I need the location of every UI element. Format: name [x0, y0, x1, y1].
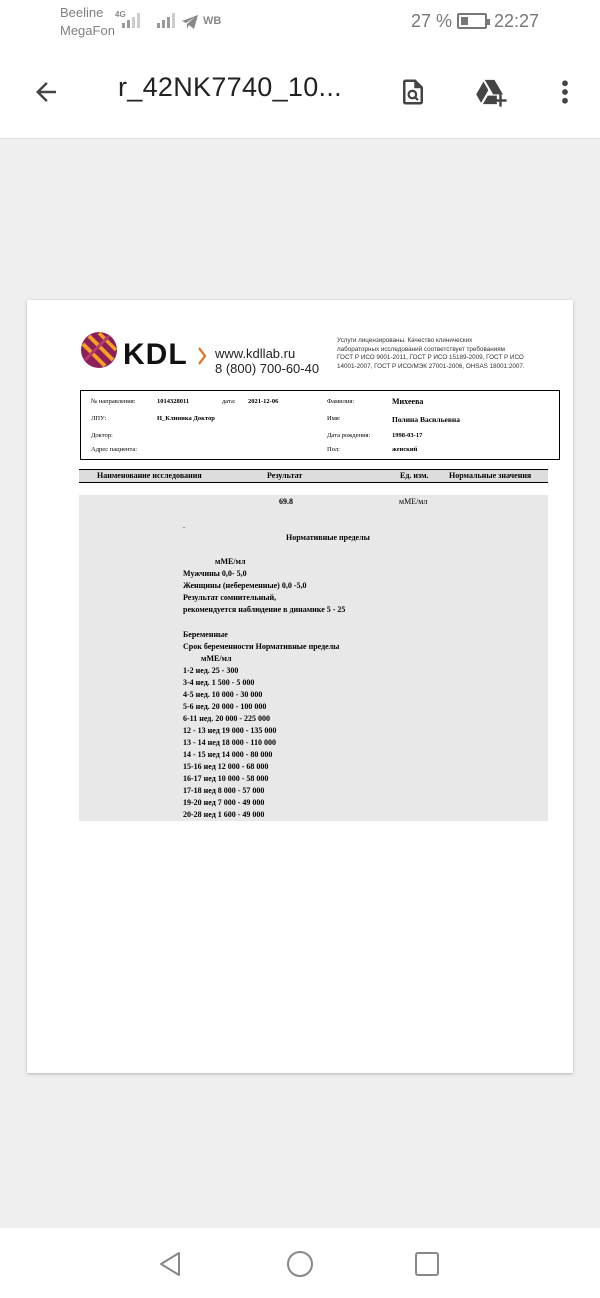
back-button[interactable] — [24, 70, 68, 114]
lab-phone: 8 (800) 700-60-40 — [215, 361, 320, 376]
signal-icon — [157, 12, 175, 28]
doctor-label: Доктор: — [91, 432, 113, 439]
drive-add-icon — [475, 77, 509, 107]
back-triangle-icon[interactable] — [157, 1250, 185, 1278]
norms-row: 6-11 нед. 20 000 - 225 000 — [183, 714, 270, 723]
kdl-logo-icon — [79, 330, 119, 370]
norms-row: 4-5 нед. 10 000 - 30 000 — [183, 690, 263, 699]
add-to-drive-button[interactable] — [470, 70, 514, 114]
patient-info-box — [80, 390, 560, 460]
direction-label: № направления: — [91, 398, 136, 405]
find-in-page-icon — [398, 77, 428, 107]
norms-row: 17-18 нед 8 000 - 57 000 — [183, 786, 265, 795]
status-bar — [0, 0, 600, 46]
logo-text: KDL — [123, 338, 188, 371]
license-text: Услуги лицензированы. Качество клинических лабораторных исследований соответствует требованиям ГОСТ Р ИСО 9001-2011, ГОСТ Р ИСО 15189-2009, ГОСТ Р ИСО 14001-2007, ГОСТ Р ИСО/МЭК 27001-2006, OHSAS 18001:2007. — [337, 337, 525, 370]
carrier-1: Beeline — [60, 5, 104, 20]
birth-value: 1998-03-17 — [392, 432, 423, 439]
pdf-page[interactable] — [27, 300, 573, 1073]
name-label: Имя: — [327, 415, 341, 422]
more-vert-icon — [560, 77, 570, 107]
lpu-value: Н_Клиника Доктор — [157, 415, 215, 422]
date-value: 2021-12-06 — [248, 398, 279, 405]
lpu-label: ЛПУ: — [91, 415, 107, 422]
dot: . — [183, 521, 185, 530]
sex-value: женский — [392, 446, 418, 453]
carrier-2: MegaFon — [60, 23, 115, 38]
norms-title: Нормативные пределы — [286, 533, 370, 542]
battery-icon — [457, 13, 487, 29]
sex-label: Пол: — [327, 446, 340, 453]
norms-row: 3-4 нед. 1 500 - 5 000 — [183, 678, 255, 687]
norms-row: 1-2 нед. 25 - 300 — [183, 666, 239, 675]
norms-unit: мМЕ/мл — [215, 557, 246, 566]
home-circle-icon[interactable] — [285, 1249, 315, 1279]
wb-label: WB — [203, 15, 222, 27]
more-options-button[interactable] — [543, 70, 587, 114]
birth-label: Дата рождения: — [327, 432, 371, 439]
norms-unit-2: мМЕ/мл — [201, 654, 232, 663]
norms-row: 13 - 14 нед 18 000 - 110 000 — [183, 738, 276, 747]
col-unit: Ед. изм. — [400, 471, 429, 480]
col-result: Результат — [267, 471, 303, 480]
recents-square-icon[interactable] — [413, 1250, 441, 1278]
norms-pregnant: Беременные — [183, 630, 228, 639]
norms-row: 20-28 нед 1 600 - 49 000 — [183, 810, 265, 819]
battery-percent: 27 % — [411, 11, 453, 31]
norms-row: 15-16 нед 12 000 - 68 000 — [183, 762, 269, 771]
norms-term-header: Срок беременности Нормативные пределы — [183, 642, 340, 651]
arrow-left-icon — [31, 77, 61, 107]
norms-row: 16-17 нед 10 000 - 58 000 — [183, 774, 269, 783]
results-body — [79, 495, 548, 821]
find-in-page-button[interactable] — [391, 70, 435, 114]
surname-value: Михеева — [392, 397, 424, 406]
address-label: Адрес пациента: — [91, 446, 138, 453]
clock: 22:27 — [494, 11, 540, 31]
results-table-header — [79, 469, 548, 483]
norms-doubtful-1: Результат сомнительный, — [183, 593, 277, 602]
network-type: 4G — [115, 10, 126, 19]
test-result-value: 69.8 — [279, 497, 293, 506]
app-toolbar — [0, 46, 600, 139]
name-value: Полина Васильевна — [392, 415, 460, 424]
chevron-right-icon — [197, 347, 207, 365]
col-test-name: Наименование исследования — [97, 471, 202, 480]
norms-row: 19-20 нед 7 000 - 49 000 — [183, 798, 265, 807]
norms-men: Мужчины 0,0- 5,0 — [183, 569, 247, 578]
norms-women: Женщины (небеременные) 0,0 -5,0 — [183, 581, 307, 590]
telegram-icon — [181, 14, 199, 30]
test-unit: мМЕ/мл — [399, 497, 428, 506]
date-label: дата: — [222, 398, 236, 405]
system-nav-bar — [0, 1228, 600, 1298]
norms-row: 12 - 13 нед 19 000 - 135 000 — [183, 726, 277, 735]
document-title: r_42NK7740_10... — [118, 72, 342, 102]
signal-icon — [122, 12, 140, 28]
col-norm: Нормальные значения — [449, 471, 532, 480]
norms-row: 5-6 нед. 20 000 - 100 000 — [183, 702, 267, 711]
norms-doubtful-2: рекомендуется наблюдение в динамике 5 - 25 — [183, 605, 346, 614]
norms-row: 14 - 15 нед 14 000 - 80 000 — [183, 750, 273, 759]
surname-label: Фамилия: — [327, 398, 355, 405]
direction-value: 1014328011 — [157, 398, 190, 405]
lab-website: www.kdllab.ru — [215, 346, 296, 361]
